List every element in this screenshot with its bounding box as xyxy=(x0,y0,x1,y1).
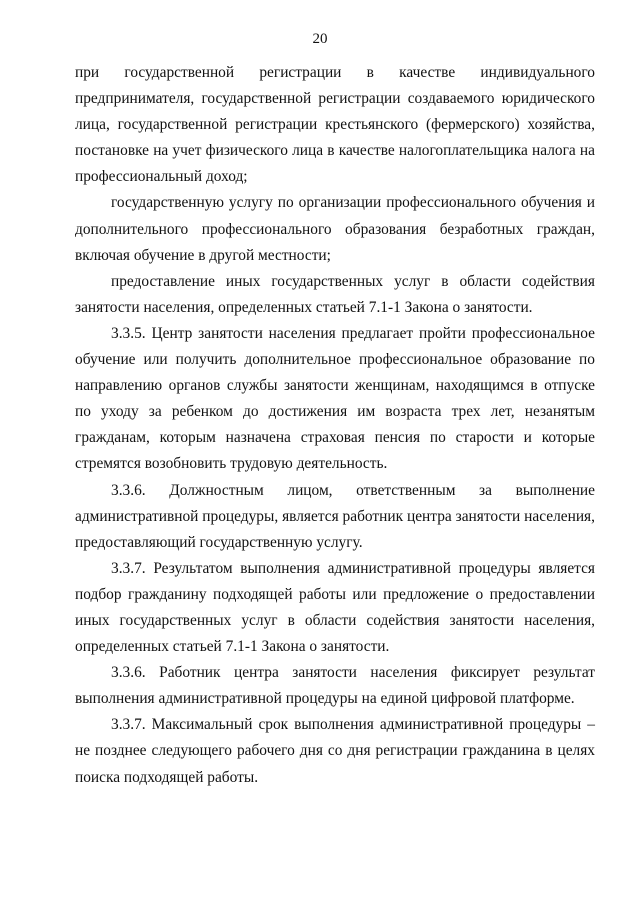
document-body xyxy=(75,60,595,791)
paragraph-3-3-7-deadline: 3.3.7. Максимальный срок выполнения административной процедуры – не позднее следующего рабочего дня со дня регистрации гражданина в целях поиска подходящей работы. xyxy=(75,716,595,786)
paragraph-3-3-5: 3.3.5. Центр занятости населения предлагает пройти профессиональное обучение или получить дополнительное профессиональное образование по направлению органов службы занятости женщинам, находящимся в отпуске по уходу за ребенком до достижения им возраста трех лет, незанятым гражданам, которым назначена страховая пенсия по старости и которые стремятся возобновить трудовую деятельность. xyxy=(75,324,595,473)
paragraph-3-3-6-responsible-person: 3.3.6. Должностным лицом, ответственным за выполнение административной процедуры, является работник центра занятости населения, предоставляющий государственную услугу. xyxy=(75,481,595,551)
page-number: 20 xyxy=(312,31,328,47)
paragraph-other-services: предоставление иных государственных услуг в области содействия занятости населения, определенных статьей 7.1-1 Закона о занятости. xyxy=(75,272,595,316)
paragraph-3-3-7-result: 3.3.7. Результатом выполнения административной процедуры является подбор гражданину подходящей работы или предложение о предоставлении иных государственных услуг в области содействия занятости населения, определенных статьей 7.1-1 Закона о занятости. xyxy=(75,559,595,656)
paragraph-vocational-training-service: государственную услугу по организации профессионального обучения и дополнительного профессионального образования безработных граждан, включая обучение в другой местности; xyxy=(75,194,595,264)
paragraph-registration-continuation: при государственной регистрации в качестве индивидуального предпринимателя, государственной регистрации создаваемого юридического лица, государственной регистрации крестьянского (фермерского) хозяйства, постановке на учет физического лица в качестве налогоплательщика налога на профессиональный доход; xyxy=(75,64,595,186)
paragraph-3-3-6-recording: 3.3.6. Работник центра занятости населения фиксирует результат выполнения административной процедуры на единой цифровой платформе. xyxy=(75,664,595,708)
